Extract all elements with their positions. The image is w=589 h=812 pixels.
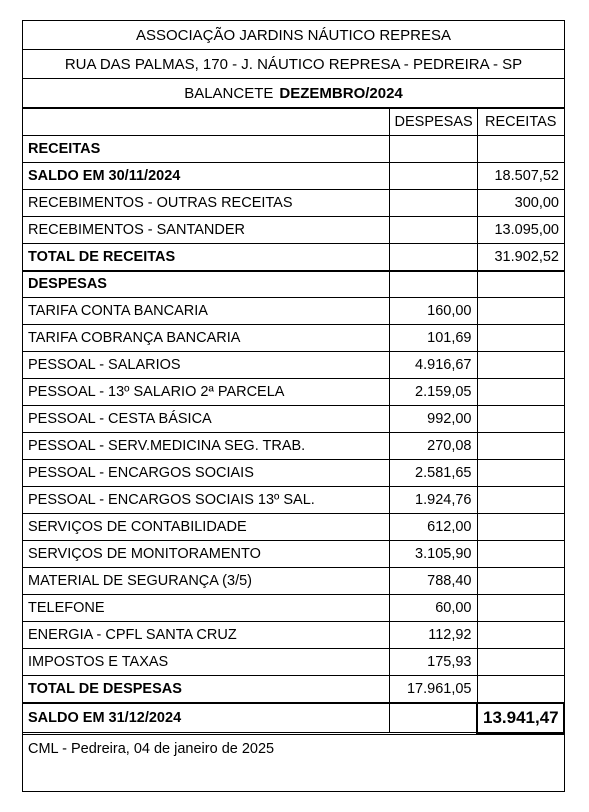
- despesa-value: 270,08: [389, 433, 477, 460]
- empty-cell: [389, 190, 477, 217]
- despesa-label: SERVIÇOS DE CONTABILIDADE: [23, 514, 389, 541]
- despesa-value: 2.581,65: [389, 460, 477, 487]
- empty-cell: [477, 433, 564, 460]
- receitas-section-row: [23, 136, 564, 163]
- despesa-label: PESSOAL - ENCARGOS SOCIAIS: [23, 460, 389, 487]
- despesa-row: [23, 325, 564, 352]
- empty-cell: [477, 568, 564, 595]
- empty-cell: [389, 217, 477, 244]
- column-header-row: [23, 109, 564, 136]
- balancete-label: BALANCETE: [184, 84, 274, 102]
- despesa-label: PESSOAL - 13º SALARIO 2ª PARCELA: [23, 379, 389, 406]
- despesa-row: [23, 649, 564, 676]
- despesa-row: [23, 541, 564, 568]
- total-despesas-value: 17.961,05: [389, 676, 477, 703]
- empty-cell: [477, 595, 564, 622]
- receitas-column-header: RECEITAS: [477, 109, 564, 136]
- empty-cell: [477, 325, 564, 352]
- empty-cell: [477, 514, 564, 541]
- balancete-title: [23, 79, 564, 108]
- empty-cell: [477, 541, 564, 568]
- despesa-value: 2.159,05: [389, 379, 477, 406]
- saldo-anterior-label: SALDO EM 30/11/2024: [23, 163, 389, 190]
- despesa-label: PESSOAL - SERV.MEDICINA SEG. TRAB.: [23, 433, 389, 460]
- despesa-value: 4.916,67: [389, 352, 477, 379]
- saldo-anterior-value: 18.507,52: [477, 163, 564, 190]
- despesas-section-title: DESPESAS: [23, 271, 389, 298]
- empty-cell: [477, 649, 564, 676]
- receita-label: RECEBIMENTOS - OUTRAS RECEITAS: [23, 190, 389, 217]
- despesa-label: TARIFA COBRANÇA BANCARIA: [23, 325, 389, 352]
- association-address: RUA DAS PALMAS, 170 - J. NÁUTICO REPRESA - PEDREIRA - SP: [23, 50, 564, 79]
- empty-cell: [477, 622, 564, 649]
- receita-row: [23, 190, 564, 217]
- association-name: ASSOCIAÇÃO JARDINS NÁUTICO REPRESA: [23, 21, 564, 50]
- empty-cell: [477, 460, 564, 487]
- despesa-label: ENERGIA - CPFL SANTA CRUZ: [23, 622, 389, 649]
- despesa-row: [23, 433, 564, 460]
- empty-cell: [477, 676, 564, 703]
- despesa-row: [23, 379, 564, 406]
- despesa-label: PESSOAL - ENCARGOS SOCIAIS 13º SAL.: [23, 487, 389, 514]
- receita-value: 13.095,00: [477, 217, 564, 244]
- empty-cell: [389, 703, 477, 733]
- despesas-column-header: DESPESAS: [389, 109, 477, 136]
- saldo-anterior-row: [23, 163, 564, 190]
- total-receitas-value: 31.902,52: [477, 244, 564, 271]
- despesa-label: MATERIAL DE SEGURANÇA (3/5): [23, 568, 389, 595]
- saldo-final-label: SALDO EM 31/12/2024: [23, 703, 389, 733]
- saldo-final-value: 13.941,47: [477, 703, 564, 733]
- footer-place-date: CML - Pedreira, 04 de janeiro de 2025: [23, 734, 564, 764]
- receita-row: [23, 217, 564, 244]
- despesa-value: 1.924,76: [389, 487, 477, 514]
- total-despesas-row: [23, 676, 564, 703]
- empty-cell: [389, 271, 477, 298]
- balancete-sheet: [22, 20, 565, 792]
- despesa-label: SERVIÇOS DE MONITORAMENTO: [23, 541, 389, 568]
- saldo-final-row: [23, 703, 564, 733]
- despesa-value: 788,40: [389, 568, 477, 595]
- despesa-label: PESSOAL - CESTA BÁSICA: [23, 406, 389, 433]
- despesa-value: 992,00: [389, 406, 477, 433]
- balancete-period: DEZEMBRO/2024: [279, 84, 403, 102]
- despesa-row: [23, 298, 564, 325]
- despesa-row: [23, 460, 564, 487]
- despesa-label: TELEFONE: [23, 595, 389, 622]
- empty-cell: [477, 271, 564, 298]
- empty-cell: [477, 379, 564, 406]
- despesa-row: [23, 622, 564, 649]
- balance-table: [23, 108, 565, 734]
- blank-header-cell: [23, 109, 389, 136]
- despesas-section-row: [23, 271, 564, 298]
- despesa-row: [23, 487, 564, 514]
- empty-cell: [389, 136, 477, 163]
- despesa-value: 112,92: [389, 622, 477, 649]
- despesa-row: [23, 514, 564, 541]
- empty-cell: [389, 244, 477, 271]
- despesa-label: TARIFA CONTA BANCARIA: [23, 298, 389, 325]
- despesa-label: PESSOAL - SALARIOS: [23, 352, 389, 379]
- despesa-value: 612,00: [389, 514, 477, 541]
- total-despesas-label: TOTAL DE DESPESAS: [23, 676, 389, 703]
- despesa-value: 101,69: [389, 325, 477, 352]
- despesa-value: 3.105,90: [389, 541, 477, 568]
- empty-cell: [477, 136, 564, 163]
- receita-value: 300,00: [477, 190, 564, 217]
- empty-cell: [477, 487, 564, 514]
- despesa-row: [23, 568, 564, 595]
- despesa-value: 160,00: [389, 298, 477, 325]
- empty-cell: [477, 406, 564, 433]
- despesa-row: [23, 406, 564, 433]
- empty-cell: [477, 298, 564, 325]
- total-receitas-row: [23, 244, 564, 271]
- despesa-label: IMPOSTOS E TAXAS: [23, 649, 389, 676]
- despesa-value: 60,00: [389, 595, 477, 622]
- despesa-value: 175,93: [389, 649, 477, 676]
- despesa-row: [23, 595, 564, 622]
- total-receitas-label: TOTAL DE RECEITAS: [23, 244, 389, 271]
- receita-label: RECEBIMENTOS - SANTANDER: [23, 217, 389, 244]
- empty-cell: [477, 352, 564, 379]
- despesa-row: [23, 352, 564, 379]
- receitas-section-title: RECEITAS: [23, 136, 389, 163]
- empty-cell: [389, 163, 477, 190]
